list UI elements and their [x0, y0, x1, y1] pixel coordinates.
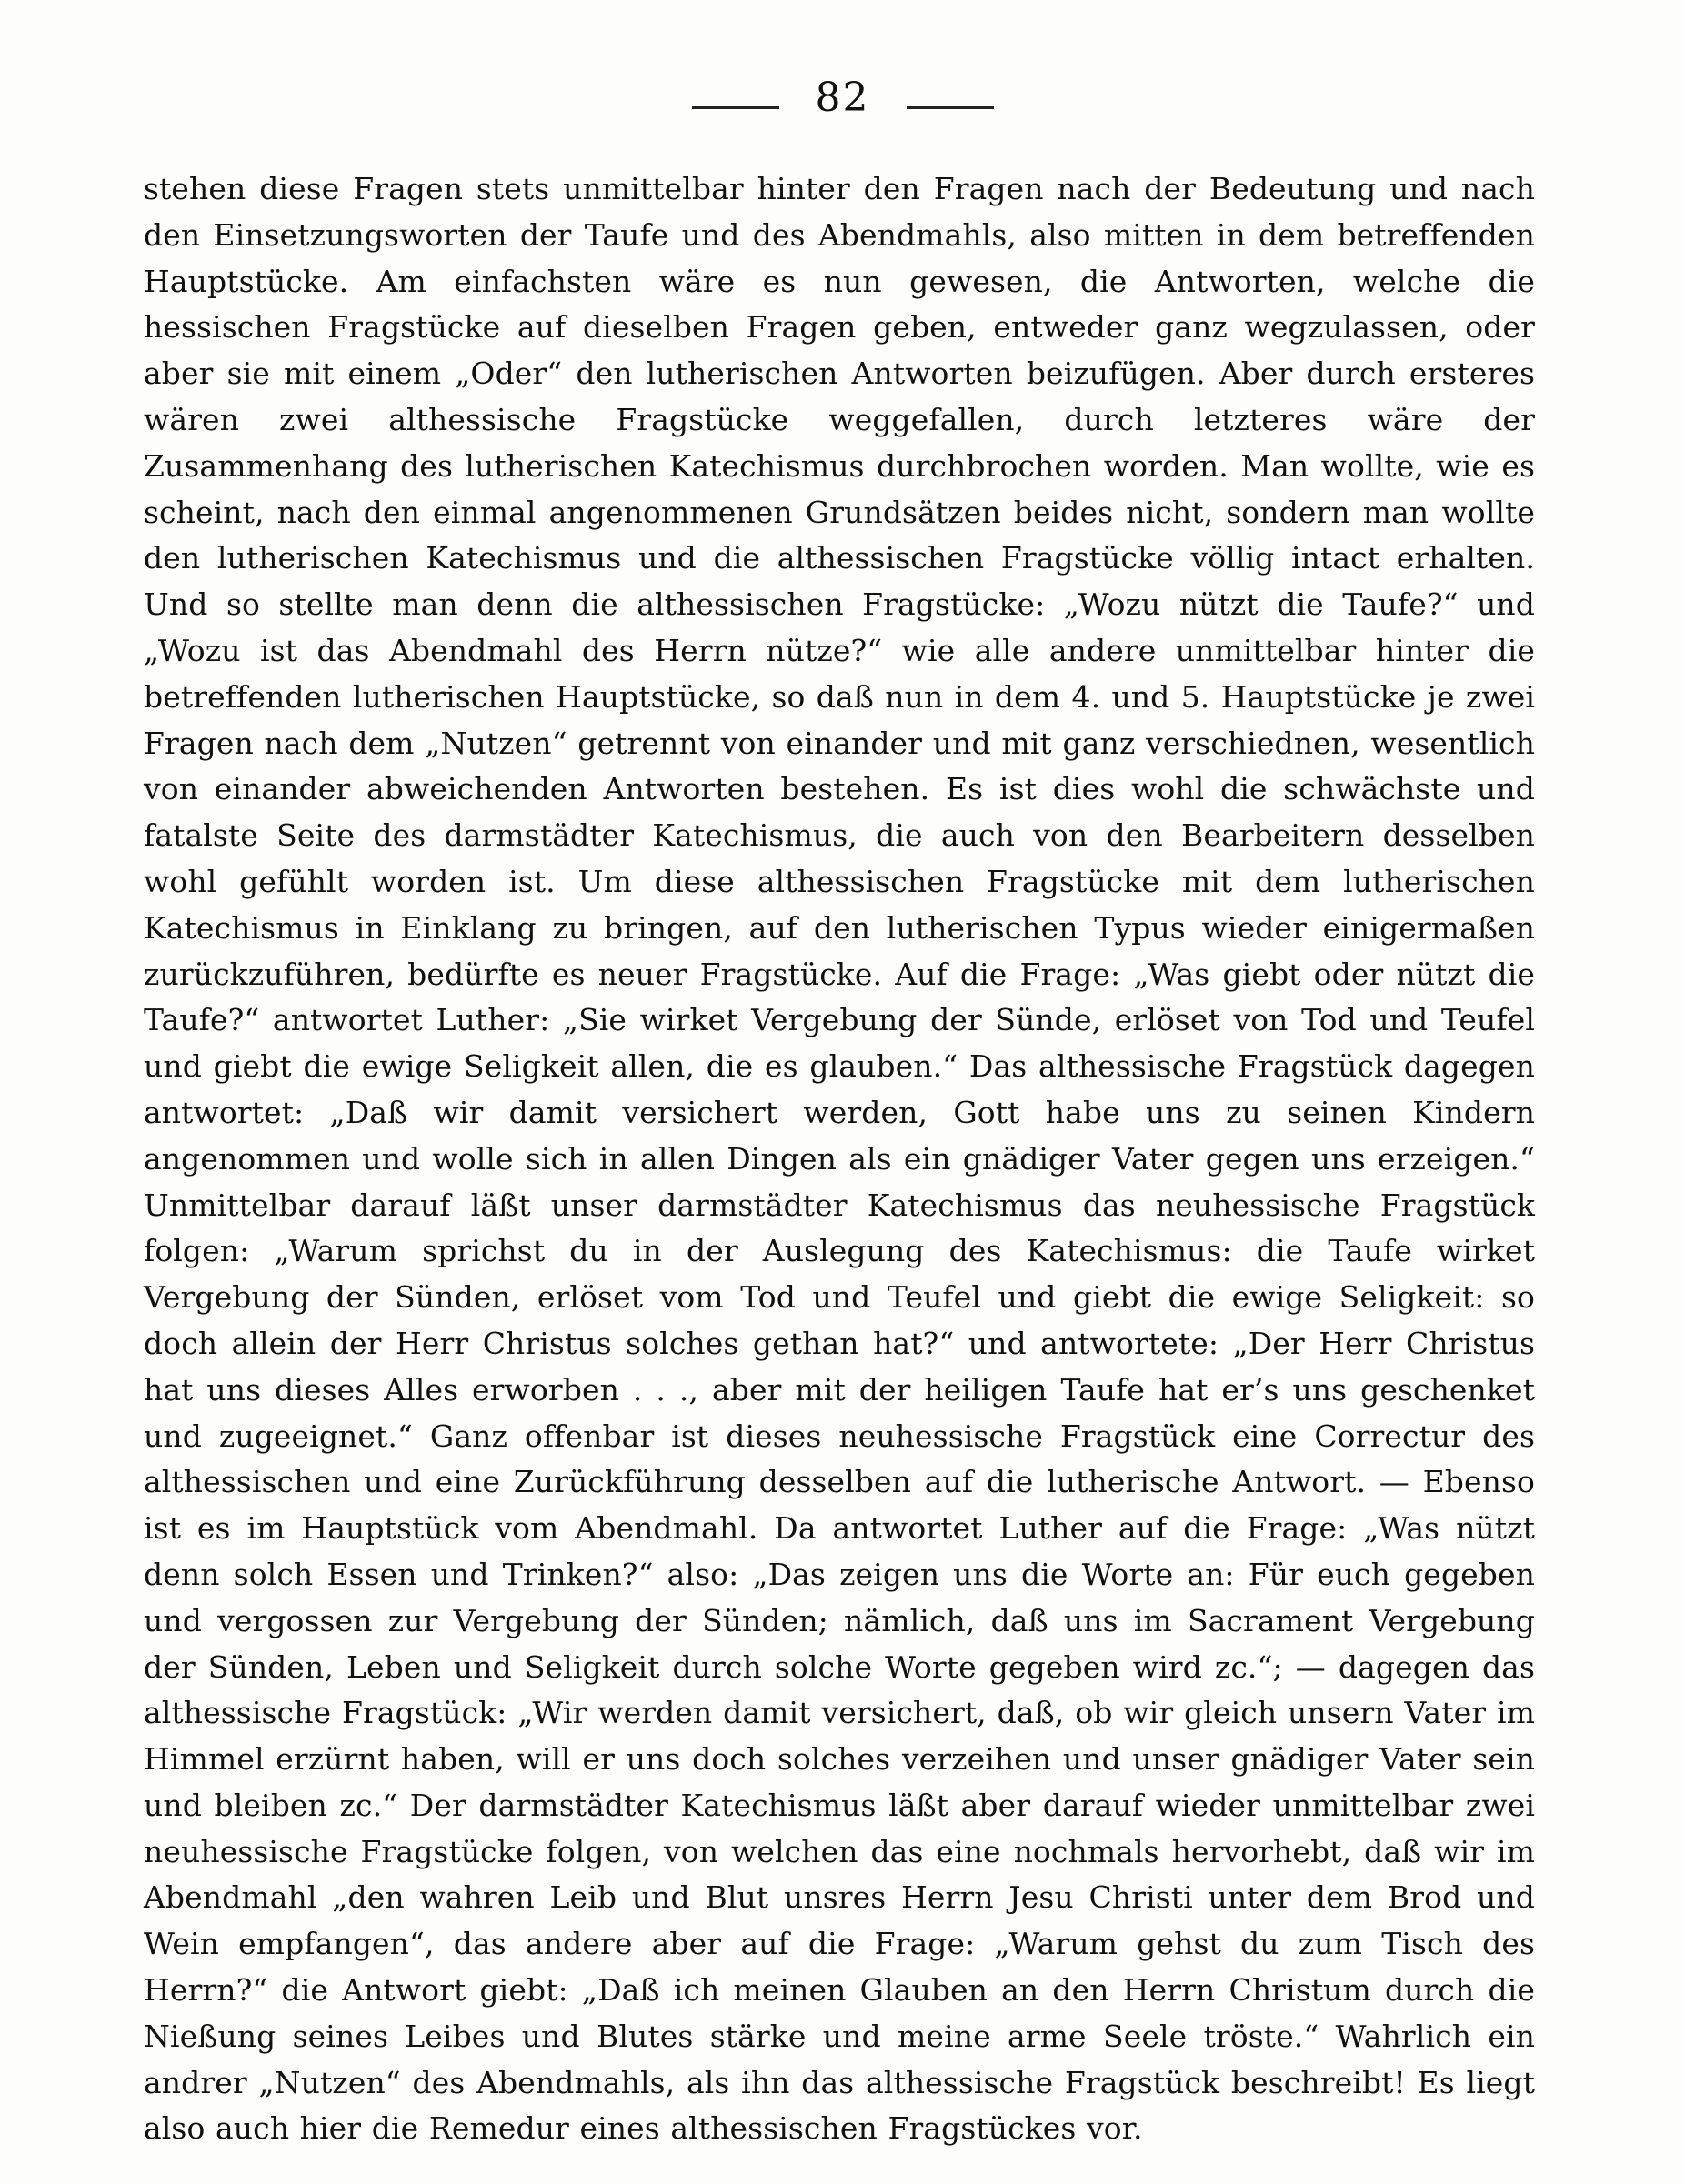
header-rule-left	[692, 106, 779, 109]
page-header	[0, 75, 1685, 121]
body-paragraph: stehen diese Fragen stets unmittelbar hinter den Fragen nach der Bedeutung und nach den Einsetzungsworten der Taufe und des Abendmahls, also mitten in dem betreffenden Hauptstücke. Am einfachsten wäre es nun gewesen, die Antworten, welche die hessischen Fragstücke auf dieselben Fragen geben, entweder ganz wegzulassen, oder aber sie mit einem „Oder“ den lutherischen Antworten beizufügen. Aber durch ersteres wären zwei althessische Fragstücke weggefallen, durch letzteres wäre der Zusammenhang des lutherischen Katechismus durchbrochen worden. Man wollte, wie es scheint, nach den einmal angenommenen Grundsätzen beides nicht, sondern man wollte den lutherischen Katechismus und die althessischen Fragstücke völlig intact erhalten. Und so stellte man denn die althessischen Fragstücke: „Wozu nützt die Taufe?“ und „Wozu ist das Abendmahl des Herrn nütze?“ wie alle andere unmittelbar hinter die betreffenden lutherischen Hauptstücke, so daß nun in dem 4. und 5. Hauptstücke je zwei Fragen nach dem „Nutzen“ getrennt von einander und mit ganz verschiednen, wesentlich von einander abweichenden Antworten bestehen. Es ist dies wohl die schwächste und fatalste Seite des darmstädter Katechismus, die auch von den Bearbeitern desselben wohl gefühlt worden ist. Um diese althessischen Fragstücke mit dem lutherischen Katechismus in Einklang zu bringen, auf den lutherischen Typus wieder einigermaßen zurückzuführen, bedürfte es neuer Fragstücke. Auf die Frage: „Was giebt oder nützt die Taufe?“ antwortet Luther: „Sie wirket Vergebung der Sünde, erlöset von Tod und Teufel und giebt die ewige Seligkeit allen, die es glauben.“ Das althessische Fragstück dagegen antwortet: „Daß wir damit versichert werden, Gott habe uns zu seinen Kindern angenommen und wolle sich in allen Dingen als ein gnädiger Vater gegen uns erzeigen.“ Unmittelbar darauf läßt unser darmstädter Katechismus das neuhessische Fragstück folgen: „Warum sprichst du in der Auslegung des Katechismus: die Taufe wirket Vergebung der Sünden, erlöset vom Tod und Teufel und giebt die ewige Seligkeit: so doch allein der Herr Christus solches gethan hat?“ und antwortete: „Der Herr Christus hat uns dieses Alles erworben . . ., aber mit der heiligen Taufe hat er’s uns geschenket und zugeeignet.“ Ganz offenbar ist dieses neuhessische Fragstück eine Correctur des althessischen und eine Zurückführung desselben auf die lutherische Antwort. — Ebenso ist es im Hauptstück vom Abendmahl. Da antwortet Luther auf die Frage: „Was nützt denn solch Essen und Trinken?“ also: „Das zeigen uns die Worte an: Für euch gegeben und vergossen zur Vergebung der Sünden; nämlich, daß uns im Sacrament Vergebung der Sünden, Leben und Seligkeit durch solche Worte gegeben wird zc.“; — dagegen das althessische Fragstück: „Wir werden damit versichert, daß, ob wir gleich unsern Vater im Himmel erzürnt haben, will er uns doch solches verzeihen und unser gnädiger Vater sein und bleiben zc.“ Der darmstädter Katechismus läßt aber darauf wieder unmittelbar zwei neuhessische Fragstücke folgen, von welchen das eine nochmals hervorhebt, daß wir im Abendmahl „den wahren Leib und Blut unsres Herrn Jesu Christi unter dem Brod und Wein empfangen“, das andere aber auf die Frage: „Warum gehst du zum Tisch des Herrn?“ die Antwort giebt: „Daß ich meinen Glauben an den Herrn Christum durch die Nießung seines Leibes und Blutes stärke und meine arme Seele tröste.“ Wahrlich ein andrer „Nutzen“ des Abendmahls, als ihn das althessische Fragstück beschreibt! Es liegt also auch hier die Remedur eines althessischen Fragstückes vor.	[144, 171, 1535, 2147]
page-number: 82	[815, 75, 870, 121]
header-rule-right	[907, 106, 994, 109]
